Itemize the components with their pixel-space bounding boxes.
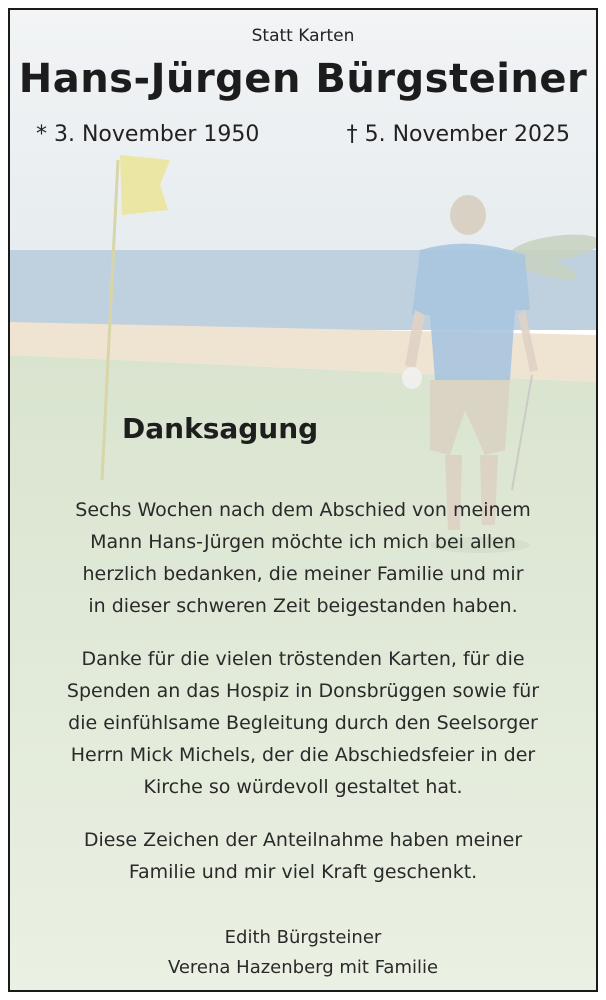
signature-block bbox=[10, 923, 596, 983]
paragraph-line: Herrn Mick Michels, der die Abschiedsfeier in der bbox=[70, 744, 536, 766]
signature-name: Verena Hazenberg mit Familie bbox=[167, 957, 439, 978]
signature-name: Edith Bürgsteiner bbox=[224, 927, 382, 948]
paragraph-line: Diese Zeichen der Anteilnahme haben meiner bbox=[83, 829, 523, 851]
obituary-card bbox=[8, 8, 598, 992]
heading-danksagung: Danksagung bbox=[122, 412, 319, 445]
paragraph-2 bbox=[10, 643, 596, 803]
paragraph-line: Sechs Wochen nach dem Abschied von meinem bbox=[75, 499, 531, 521]
paragraph-3 bbox=[10, 824, 596, 888]
intro-line: Statt Karten bbox=[251, 26, 355, 46]
life-dates bbox=[10, 122, 596, 147]
paragraph-line: Danke für die vielen tröstenden Karten, für die bbox=[81, 648, 525, 670]
paragraph-line: Mann Hans-Jürgen möchte ich mich bei allen bbox=[90, 531, 516, 553]
death-date: † 5. November 2025 bbox=[346, 122, 570, 147]
paragraph-line: Familie und mir viel Kraft geschenkt. bbox=[128, 861, 478, 883]
paragraph-line: die einfühlsame Begleitung durch den Seelsorger bbox=[68, 712, 538, 734]
paragraph-line: Spenden an das Hospiz in Donsbrüggen sowie für bbox=[66, 680, 540, 702]
paragraph-line: herzlich bedanken, die meiner Familie und mir bbox=[82, 563, 524, 585]
paragraph-line: in dieser schweren Zeit beigestanden haben. bbox=[88, 595, 518, 617]
deceased-name: Hans-Jürgen Bürgsteiner bbox=[18, 56, 588, 102]
paragraph-line: Kirche so würdevoll gestaltet hat. bbox=[143, 776, 463, 798]
birth-date: * 3. November 1950 bbox=[36, 122, 260, 147]
paragraph-1 bbox=[10, 494, 596, 622]
